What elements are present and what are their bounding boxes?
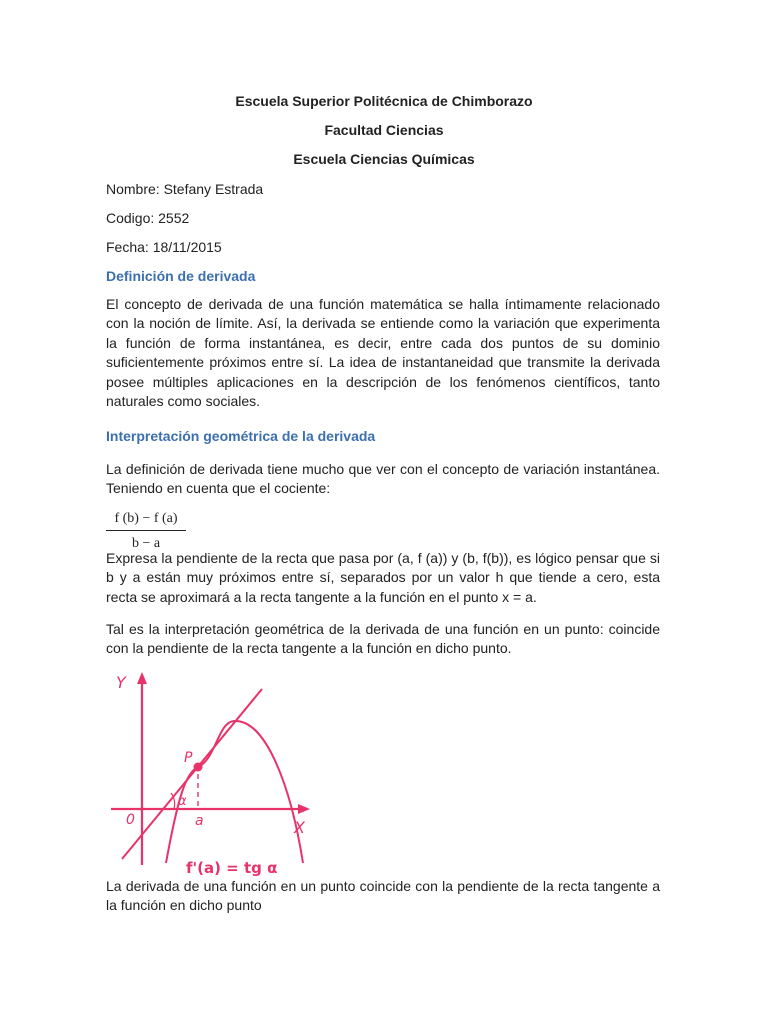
paragraph-slope: Expresa la pendiente de la recta que pasa por (a, f (a)) y (b, f(b)), es lógico pensar que si b y a están muy próximos entre sí, separados por un valor h que tiende a cero, esta recta se aproximará a la recta tangente a la función en el punto x = a. (106, 550, 660, 605)
faculty-title: Facultad Ciencias (324, 122, 444, 138)
paragraph-interpretation: Tal es la interpretación geométrica de la derivada de una función en un punto: coincide con la pendiente de la recta tangente a la función en dicho punto. (106, 621, 660, 657)
origin-label: 0 (126, 812, 135, 828)
section-heading-geometric: Interpretación geométrica de la derivada (106, 428, 376, 444)
a-label: a (195, 813, 204, 829)
section-heading-definition: Definición de derivada (106, 268, 256, 284)
difference-quotient (106, 511, 186, 552)
document-date: Fecha: 18/11/2015 (106, 239, 222, 255)
paragraph-definition: El concepto de derivada de una función matemática se halla íntimamente relacionado con la noción de límite. Así, la derivada se entiende como la variación que experimenta la función de forma instantánea, es decir, entre cada dos puntos de su dominio suficientemente próximos entre sí. La idea de instantaneidad que transmite la derivada posee múltiples aplicaciones en la descripción de los fenómenos científicos, tanto naturales como sociales. (106, 296, 660, 410)
student-name: Nombre: Stefany Estrada (106, 181, 264, 197)
x-axis-label: X (294, 818, 305, 837)
institution-title: Escuela Superior Politécnica de Chimborazo (235, 93, 533, 109)
derivative-formula: f'(a) = tg α (186, 859, 278, 877)
fraction-denominator: b − a (131, 536, 161, 551)
y-axis-label: Y (116, 673, 126, 692)
diagram-background (106, 667, 316, 879)
paragraph-quotient-intro: La definición de derivada tiene mucho que ver con el concepto de variación instantánea. Teniendo en cuenta que el cociente: (106, 461, 660, 497)
tangent-line-diagram (106, 667, 316, 879)
angle-label: α (178, 794, 187, 809)
school-title: Escuela Ciencias Químicas (293, 151, 475, 167)
tangent-point (194, 763, 203, 772)
point-label: P (184, 750, 193, 766)
student-code: Codigo: 2552 (106, 210, 190, 226)
figure-caption: La derivada de una función en un punto coincide con la pendiente de la recta tangente a la función en dicho punto (106, 878, 660, 914)
fraction-numerator: f (b) − f (a) (106, 511, 186, 531)
